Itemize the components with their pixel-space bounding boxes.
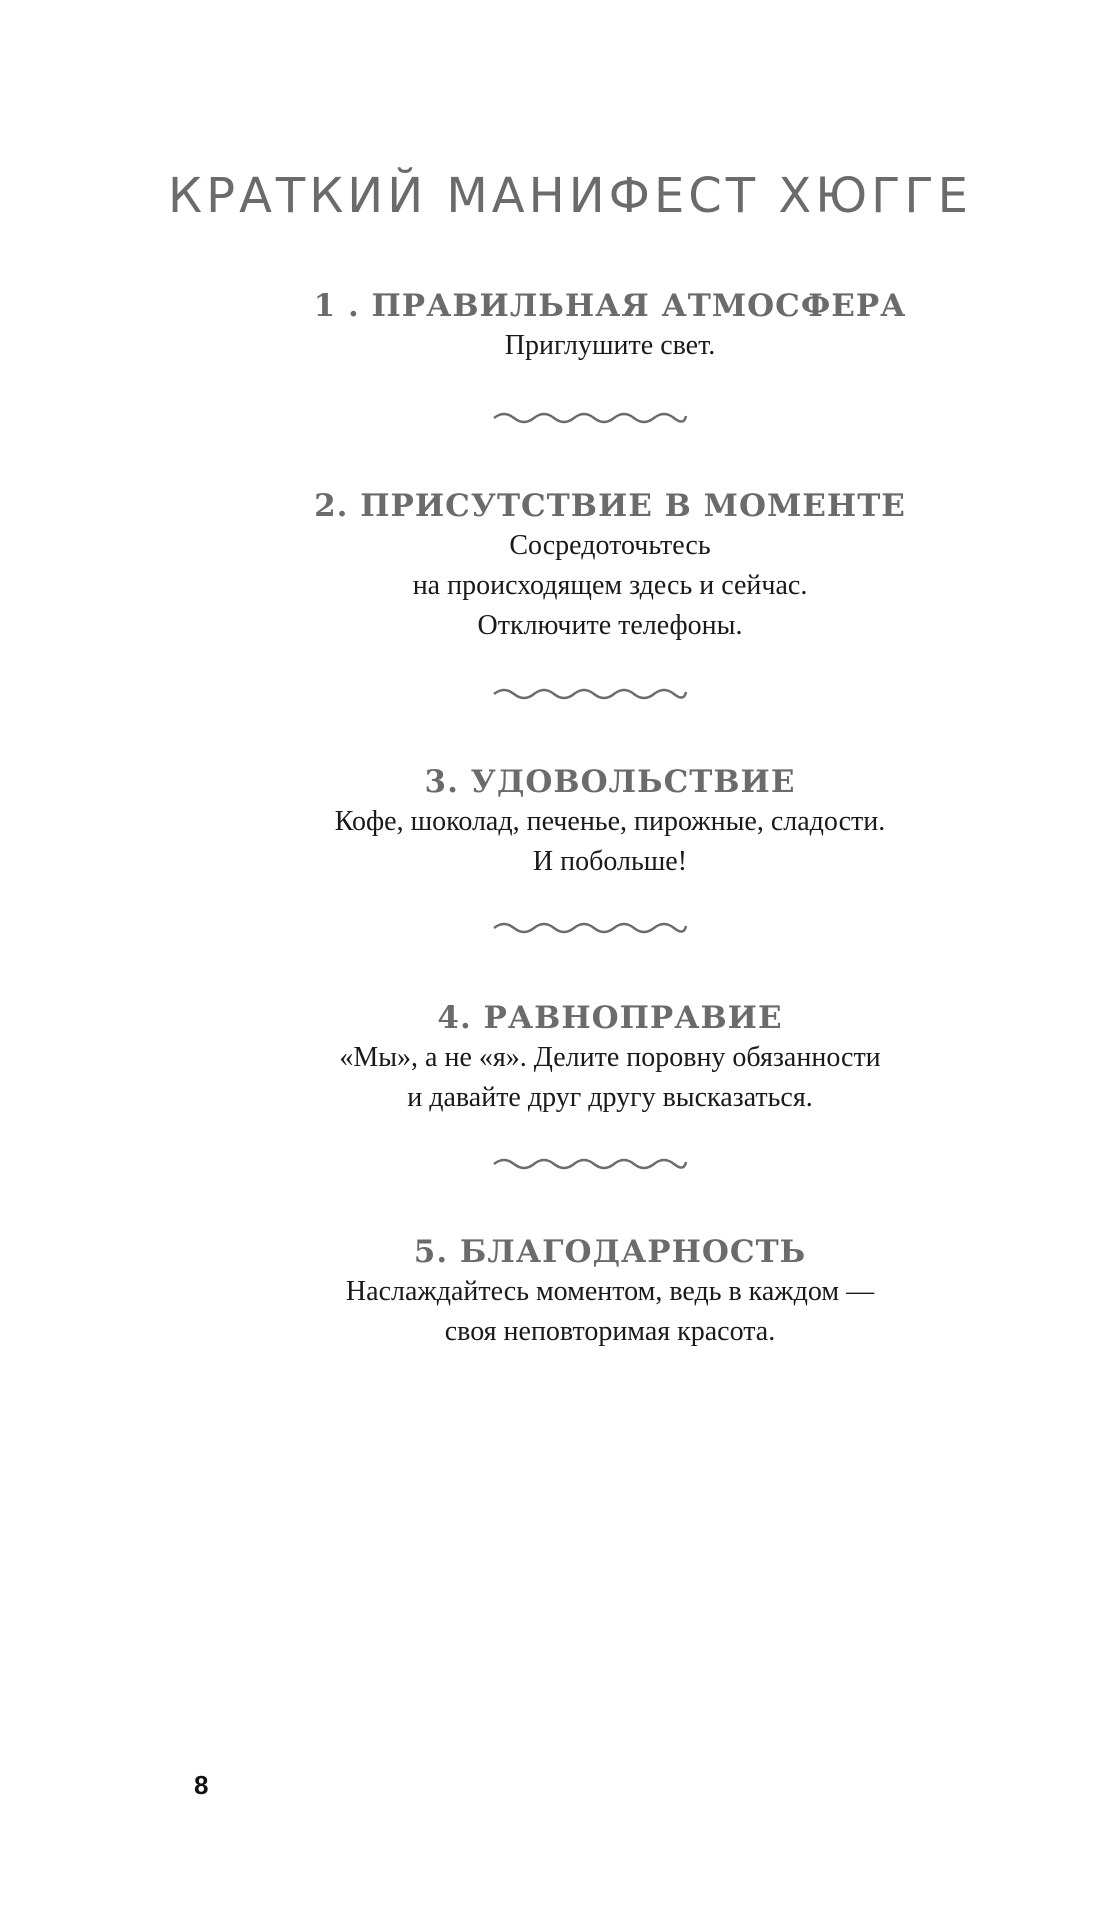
section-text: Наслаждайтесь моментом, ведь в каждом —	[345, 1276, 875, 1307]
section-text: Приглушите свет.	[504, 330, 716, 361]
manifest-item-1	[260, 286, 960, 366]
manifest-item-3	[260, 762, 960, 882]
wave-divider-icon	[492, 410, 688, 424]
section-heading: 3. УДОВОЛЬСТВИЕ	[424, 764, 796, 800]
page-title: КРАТКИЙ МАНИФЕСТ ХЮГГЕ	[168, 168, 972, 224]
section-text: и давайте друг другу высказаться.	[407, 1082, 813, 1113]
section-heading: 4. РАВНОПРАВИЕ	[437, 1000, 783, 1036]
section-text: И побольше!	[532, 846, 688, 877]
manifest-item-2	[260, 486, 960, 646]
wave-divider-icon	[492, 686, 688, 700]
section-heading: 5. БЛАГОДАРНОСТЬ	[413, 1234, 807, 1270]
page-number: 8	[194, 1770, 209, 1800]
section-text: своя неповторимая красота.	[444, 1316, 776, 1347]
wave-divider-icon	[492, 1156, 688, 1170]
section-text: на происходящем здесь и сейчас.	[412, 570, 808, 601]
section-heading: 1 . ПРАВИЛЬНАЯ АТМОСФЕРА	[313, 288, 907, 324]
section-heading: 2. ПРИСУТСТВИЕ В МОМЕНТЕ	[314, 488, 906, 524]
wave-divider-icon	[492, 920, 688, 934]
section-text: Отключите телефоны.	[477, 610, 743, 641]
section-text: Кофе, шоколад, печенье, пирожные, сладости.	[334, 806, 886, 837]
section-text: «Мы», а не «я». Делите поровну обязанности	[339, 1042, 881, 1073]
manifest-item-4	[260, 998, 960, 1118]
section-text: Сосредоточьтесь	[509, 530, 711, 561]
manifest-item-5	[260, 1232, 960, 1352]
